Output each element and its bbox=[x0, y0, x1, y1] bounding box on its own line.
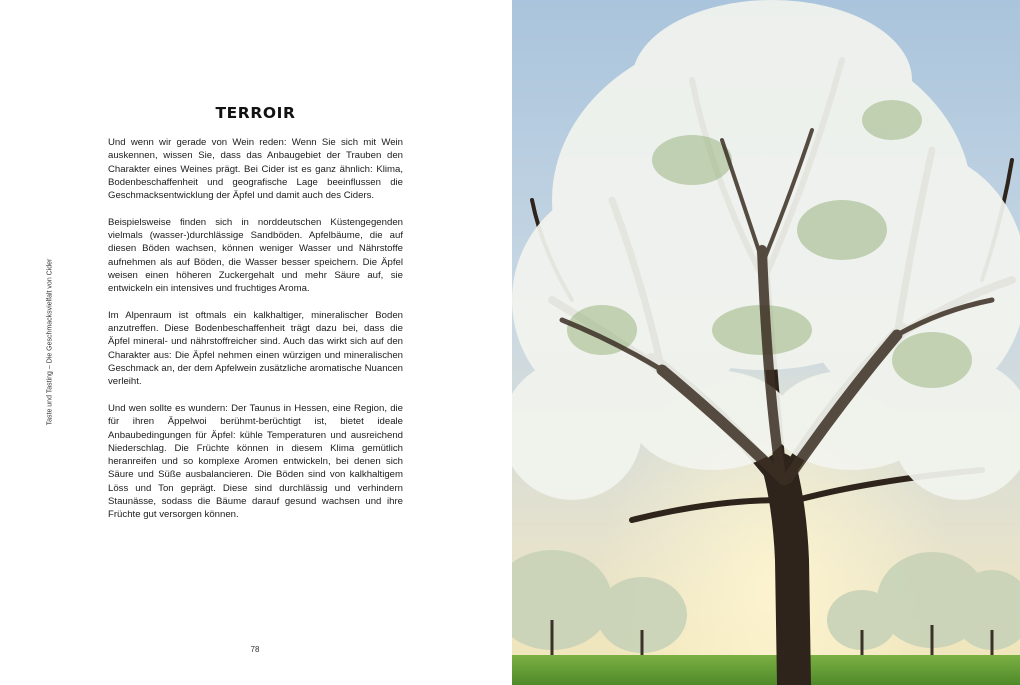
running-head: Taste und Tasting – Die Geschmacksvielfalt von Cider bbox=[46, 258, 54, 426]
right-page bbox=[512, 0, 1020, 685]
paragraph: Und wenn wir gerade von Wein reden: Wenn Sie sich mit Wein auskennen, wissen Sie, dass das Anbaugebiet der Trauben den Charakter eines Weines prägt. Bei Cider ist es ganz ähnlich: Klima, Bodenbeschaffenheit und geografische Lage beeinflussen die Geschmacksentwicklung der Äpfel und damit auch des Ciders. bbox=[108, 137, 403, 202]
apple-tree-photo bbox=[512, 0, 1020, 685]
page-title: TERROIR bbox=[215, 104, 296, 122]
page-number: 78 bbox=[250, 645, 260, 654]
body-text bbox=[108, 136, 403, 535]
paragraph: Und wen sollte es wundern: Der Taunus in Hessen, eine Region, die für ihren Äppelwoi berühmt-berüchtigt ist, bietet ideale Anbaubedingungen für Äpfel: kühle Temperaturen und ausreichend Niederschlag. Die Früchte können in diesem Klima gemütlich heranreifen und so komplexe Aromen entwickeln, bei denen sich Säure und Süße ausbalancieren. Die Böden sind von kalkhaltigem Löss und Ton geprägt. Diese sind durchlässig und verhindern Staunässe, sodass die Bäume darauf gesund wachsen und ihre Früchte gut versorgen können. bbox=[108, 402, 403, 521]
paragraph: Beispielsweise finden sich in norddeutschen Küstengegenden vielmals (wasser-)durchlässige Sandböden. Apfelbäume, die auf diesen Böden wachsen, können weniger Wasser und Nährstoffe aufnehmen als auf Böden, die Wasser besser speichern. Die Äpfel weisen einen höheren Zuckergehalt und mehr Säure auf, sie entwickeln ein intensives und fruchtiges Aroma. bbox=[108, 216, 403, 295]
paragraph: Im Alpenraum ist oftmals ein kalkhaltiger, mineralischer Boden anzutreffen. Diese Bodenbeschaffenheit trägt dazu bei, dass die Äpfel mineral- und nährstoffreicher sind. Auch das wirkt sich auf den Charakter aus: Die Äpfel nehmen einen würzigen und mineralischen Geschmack an, der dem Apfelwein zusätzliche aromatische Nuancen verleiht. bbox=[108, 309, 403, 388]
